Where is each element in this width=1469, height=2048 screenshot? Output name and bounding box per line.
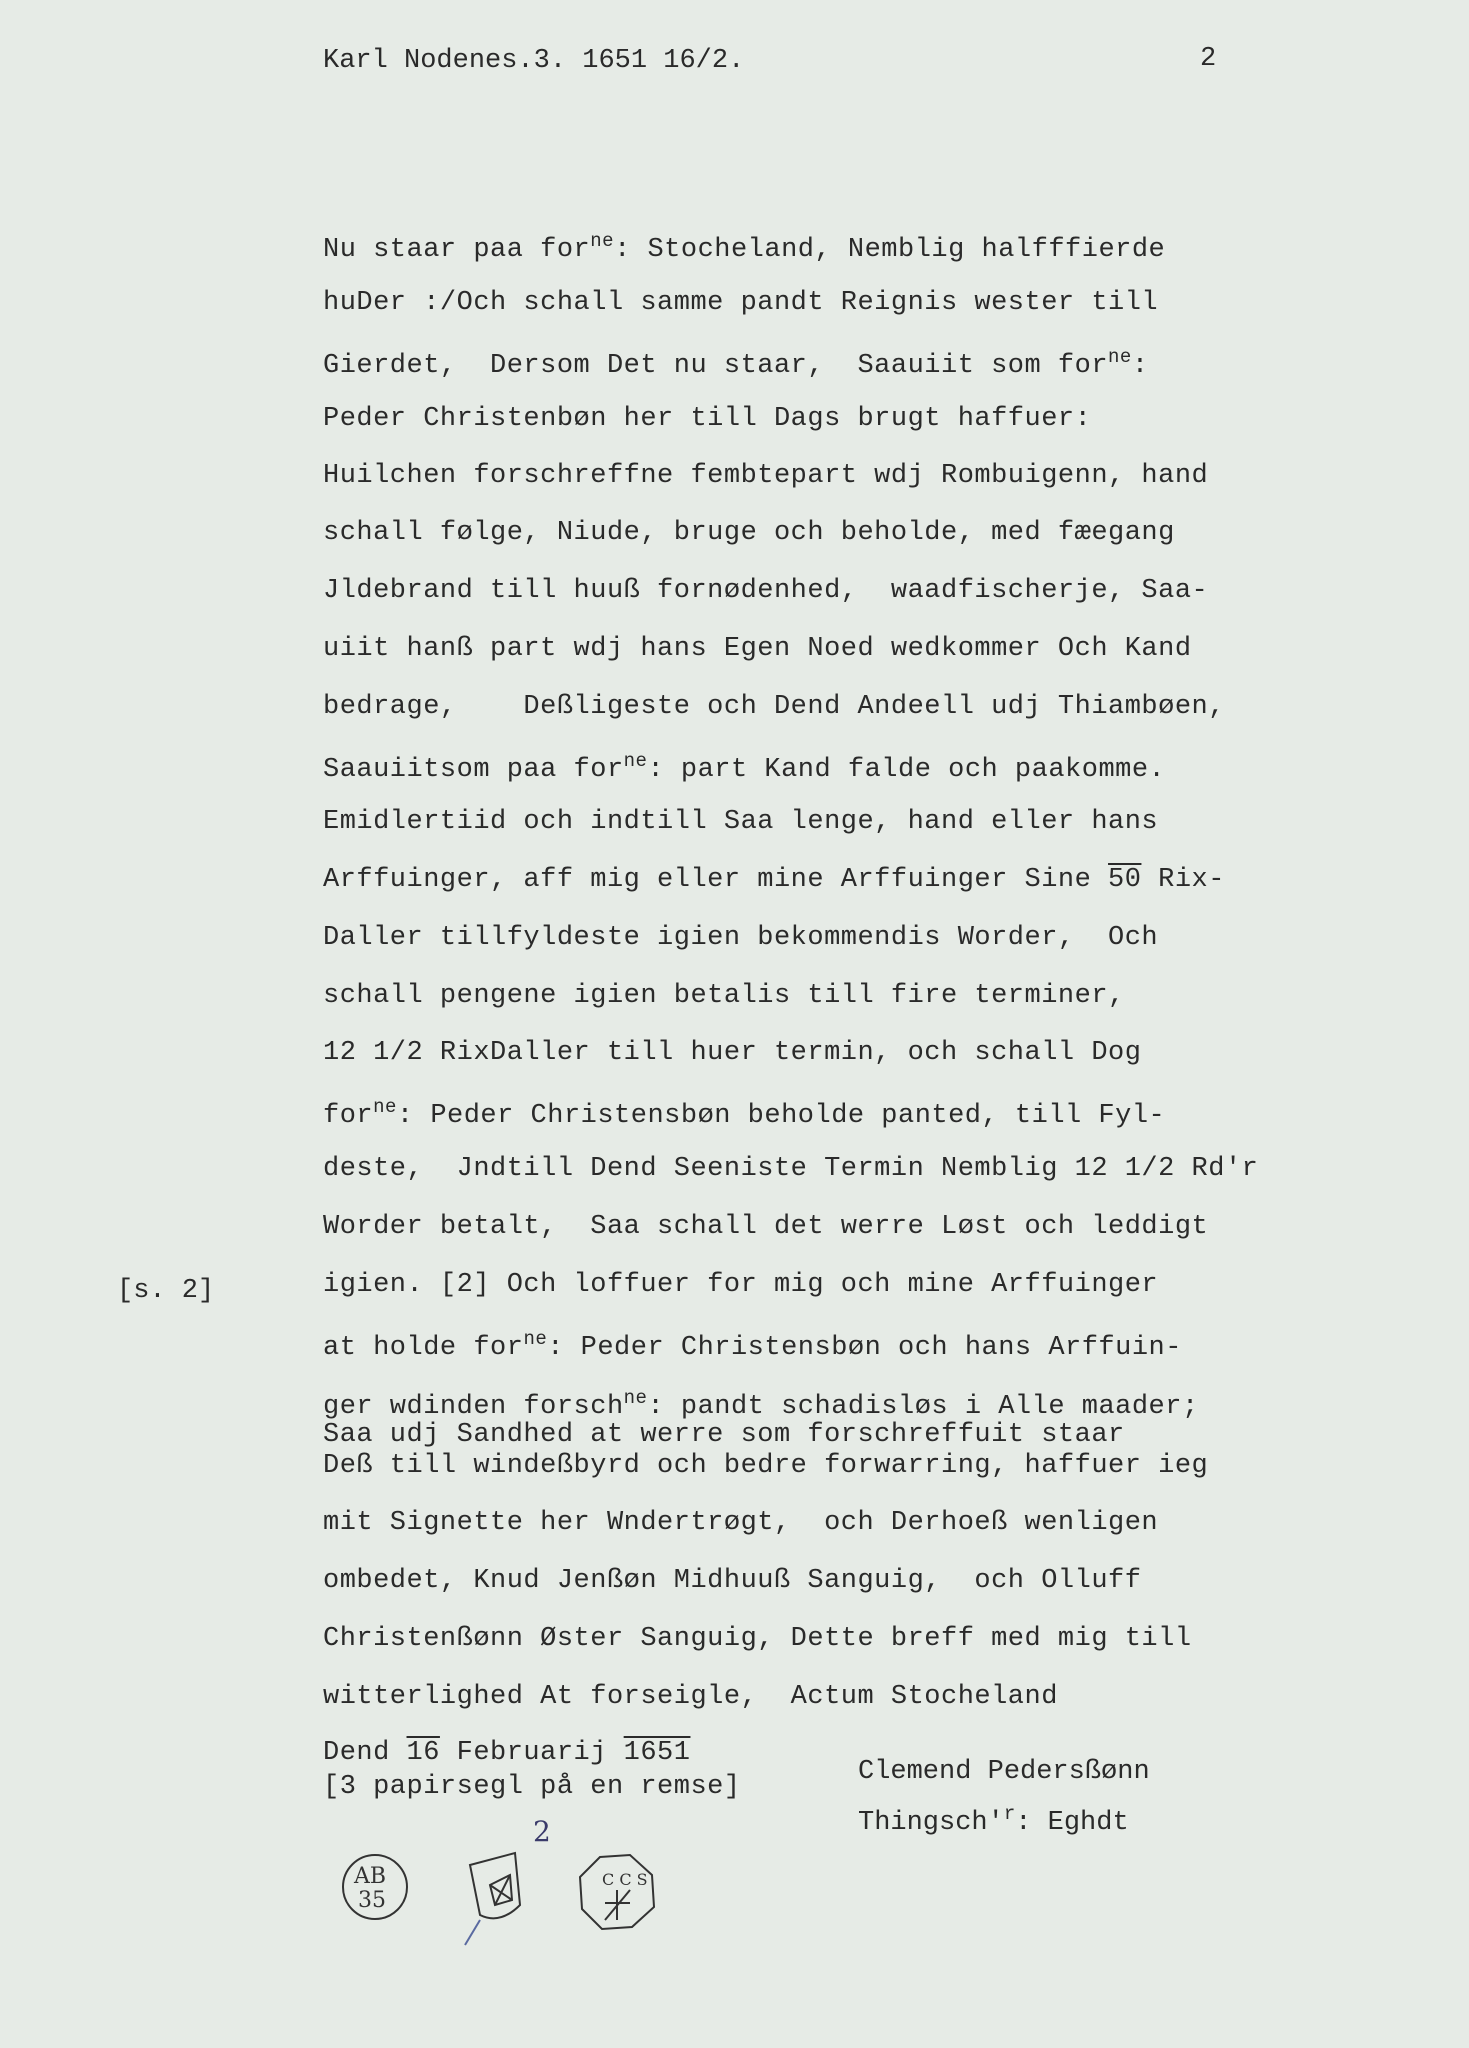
svg-text:AB: AB [354,1864,387,1889]
body-line [323,1387,1199,1422]
line-post: : [1131,351,1149,381]
line-post: : part Kand falde och paakomme. [647,755,1166,785]
body-line [323,1212,1208,1242]
line-pre: ger wdinden forsch [323,1392,624,1422]
line-sup: ne [373,1096,397,1118]
line-text: witterlighed At forseigle, Actum Stocheland [323,1682,1058,1712]
line-text: 12 1/2 RixDaller till huer termin, och schall Dog [323,1038,1142,1068]
body-line [323,518,1175,548]
body-line [323,1772,741,1802]
seal-1-icon [343,1855,407,1919]
line-text: Saa udj Sandhed at werre som forschreffuit staar [323,1420,1125,1450]
body-line [323,807,1158,837]
body-line [323,576,1208,606]
line-text: bedrage, Deßligeste och Dend Andeell udj Thiambøen, [323,692,1225,722]
body-line [323,461,1208,491]
body-line [323,1682,1058,1712]
line-pre: Arffuinger, aff mig eller mine Arffuinger Sine [323,865,1109,895]
line-text: [3 papirsegl på en remse] [323,1772,741,1802]
body-line [323,1154,1258,1184]
line-post: : Stocheland, Nemblig halfffierde [614,235,1166,265]
line-text: mit Signette her Wndertrøgt, och Derhoeß wenligen [323,1508,1159,1538]
body-line [323,1038,1141,1068]
line-text: schall pengene igien betalis till fire terminer, [323,981,1125,1011]
line-text: Daller tillfyldeste igien bekommendis Worder, Och [323,923,1159,953]
body-line [323,1451,1208,1481]
line-text: schall følge, Niude, bruge och beholde, med fæegang [323,518,1175,548]
seal-2-icon [465,1853,520,1945]
line-pre: Saauiitsom paa for [323,755,624,785]
line-post: Rix- [1141,865,1225,895]
line-post: : pandt schadisløs i Alle maader; [647,1392,1199,1422]
line-text: uiit hanß part wdj hans Egen Noed wedkommer Och Kand [323,634,1192,664]
body-line [323,981,1125,1011]
line-text: Christenßønn Øster Sanguig, Dette breff med mig till [323,1624,1192,1654]
line-text: Peder Christenbøn her till Dags brugt haffuer: [323,404,1092,434]
line-sup: ne [1108,346,1132,368]
line-text: deste, Jndtill Dend Seeniste Termin Nemblig 12 1/2 Rd'r [323,1154,1259,1184]
body-line [323,923,1158,953]
signature-title: $Thingsch'^r$: Eghdt [858,1803,1129,1838]
line-sup: ne [623,1387,648,1409]
seal-3-icon [580,1855,654,1929]
line-text: ombedet, Knud Jenßøn Midhuuß Sanguig, och Olluff [323,1566,1142,1596]
body-line [323,1328,1182,1363]
body-line [323,634,1192,664]
body-line [323,1738,690,1768]
line-text: Worder betalt, Saa schall det werre Løst och leddigt [323,1212,1209,1242]
line-text: Deß till windeßbyrd och bedre forwarring, haffuer ieg [323,1451,1209,1481]
line-pre: at holde for [323,1333,524,1363]
body-line [323,288,1158,318]
svg-text:C C S: C C S [602,1870,648,1889]
line-pre: Dend [323,1738,407,1768]
line-text: Jldebrand till huuß fornødenhed, waadfischerje, Saa- [323,576,1209,606]
body-line [323,1270,1158,1300]
line-ov: 16 [406,1738,440,1768]
line-pre: Gierdet, Dersom Det nu staar, Saauiit som for [323,351,1109,381]
line-ov: 50 [1108,865,1142,895]
line-pre: for [323,1101,374,1131]
margin-note: [s. 2] [117,1276,215,1306]
line-sup: ne [623,750,648,772]
line-post: : Peder Christensbøn beholde panted, till Fyl- [396,1101,1166,1131]
body-line [323,1566,1141,1596]
line-text: igien. [2] Och loffuer for mig och mine Arffuinger [323,1270,1159,1300]
body-line [323,865,1225,895]
svg-text:35: 35 [358,1888,386,1913]
body-line [323,1420,1125,1450]
body-line [323,1624,1192,1654]
line-text: Emidlertiid och indtill Saa lenge, hand eller hans [323,807,1159,837]
line-text: huDer :/Och schall samme pandt Reignis wester till [323,288,1159,318]
line-sup: ne [590,230,615,252]
line-post: : Peder Christensbøn och hans Arffuin- [547,1333,1182,1363]
body-line [323,1096,1165,1131]
body-line [323,692,1225,722]
line-sup: ne [523,1328,548,1350]
line-pre: Nu staar paa for [323,235,591,265]
body-line [323,1508,1158,1538]
page-header: Karl Nodenes.3. 1651 16/2. [323,46,745,76]
signature-name: Clemend Pedersßønn [858,1757,1150,1787]
line-text: Huilchen forschreffne fembtepart wdj Rombuigenn, hand [323,461,1209,491]
seal-number-mark: 2 [533,1815,551,1848]
body-line [323,750,1165,785]
line-ov2: 1651 [623,1738,691,1768]
body-line [323,404,1091,434]
page-number: 2 [1200,44,1217,74]
body-line [323,346,1149,381]
body-line [323,230,1165,265]
line-mid: Februarij [439,1738,624,1768]
seals-drawing [340,1845,700,1955]
